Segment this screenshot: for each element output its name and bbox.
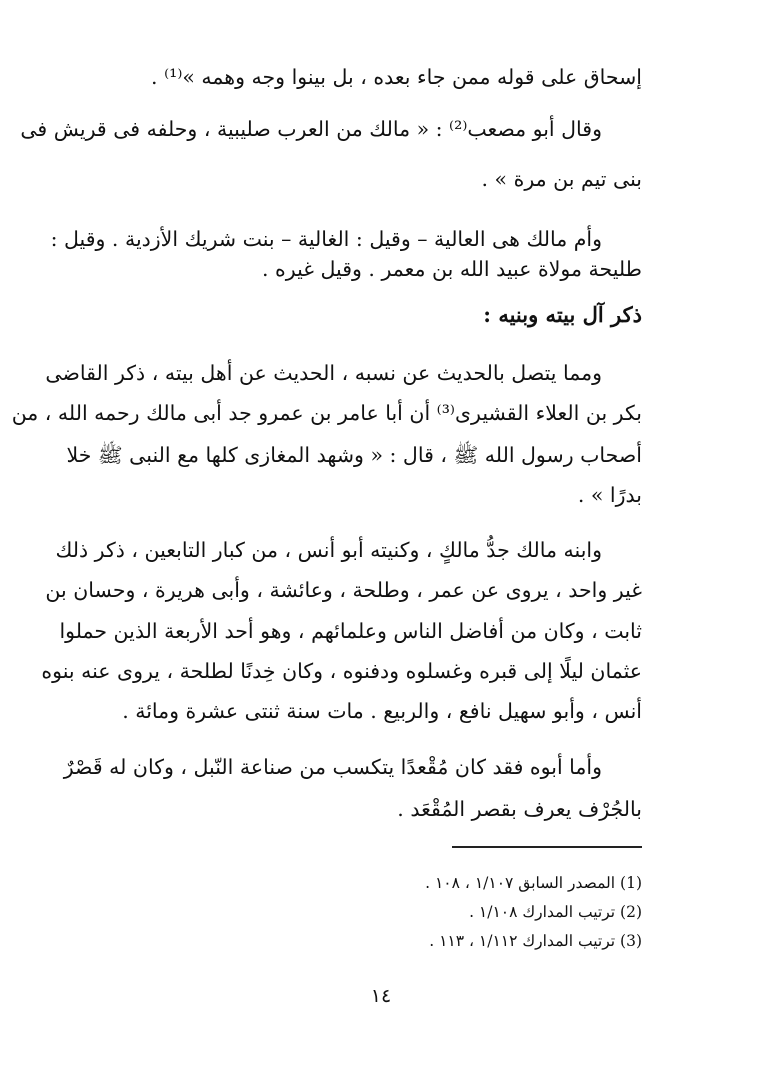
body-line-12: غير واحد ، يروى عن عمر ، وطلحة ، وعائشة ، وأبى هريرة ، وحسان بن [45,578,642,602]
section-heading: ذكر آل بيته وبنيه : [483,302,642,327]
body-line-1: إسحاق على قوله ممن جاء بعده ، بل بينوا وجه وهمه »⁽¹⁾ . [151,65,642,89]
footnote-2: (2) ترتيب المدارك ١/١٠٨ . [469,903,642,921]
body-line-13: ثابت ، وكان من أفاضل الناس وعلمائهم ، وهو أحد الأربعة الذين حملوا [59,619,642,643]
body-line-17: بالجُرْف يعرف بقصر المُقْعَد . [397,797,642,821]
body-line-15: أنس ، وأبو سهيل نافع ، والربيع . مات سنة ثنتى عشرة ومائة . [122,699,642,723]
body-line-4: وأم مالك هى العالية – وقيل : الغالية – بنت شريك الأزدية . وقيل : [50,227,602,251]
body-line-7: ومما يتصل بالحديث عن نسبه ، الحديث عن أهل بيته ، ذكر القاضى [45,361,602,385]
body-line-2: وقال أبو مصعب⁽²⁾ : « مالك من العرب صليبية ، وحلفه فى قريش فى [20,117,602,141]
body-line-14: عثمان ليلًا إلى قبره وغسلوه ودفنوه ، وكان خِدنًا لطلحة ، يروى عنه بنوه [41,659,642,683]
footnote-3: (3) ترتيب المدارك ١/١١٢ ، ١١٣ . [429,932,642,950]
body-line-9: أصحاب رسول الله ﷺ ، قال : « وشهد المغازى كلها مع النبى ﷺ خلا [66,443,642,467]
page-number: ١٤ [370,985,392,1007]
body-line-16: وأما أبوه فقد كان مُقْعدًا يتكسب من صناعة النّبل ، وكان له قَصْرٌ [63,755,602,779]
body-line-8: بكر بن العلاء القشيرى⁽³⁾ أن أبا عامر بن عمرو جد أبى مالك رحمه الله ، من [11,401,642,425]
footnote-divider [452,846,642,848]
footnote-1: (1) المصدر السابق ١/١٠٧ ، ١٠٨ . [425,874,642,892]
body-line-10: بدرًا » . [577,483,642,507]
body-line-3: بنى تيم بن مرة » . [481,167,642,191]
body-line-5: طليحة مولاة عبيد الله بن معمر . وقيل غيره . [262,257,642,281]
body-line-11: وابنه مالك جدُّ مالكٍ ، وكنيته أبو أنس ، من كبار التابعين ، ذكر ذلك [55,538,602,562]
